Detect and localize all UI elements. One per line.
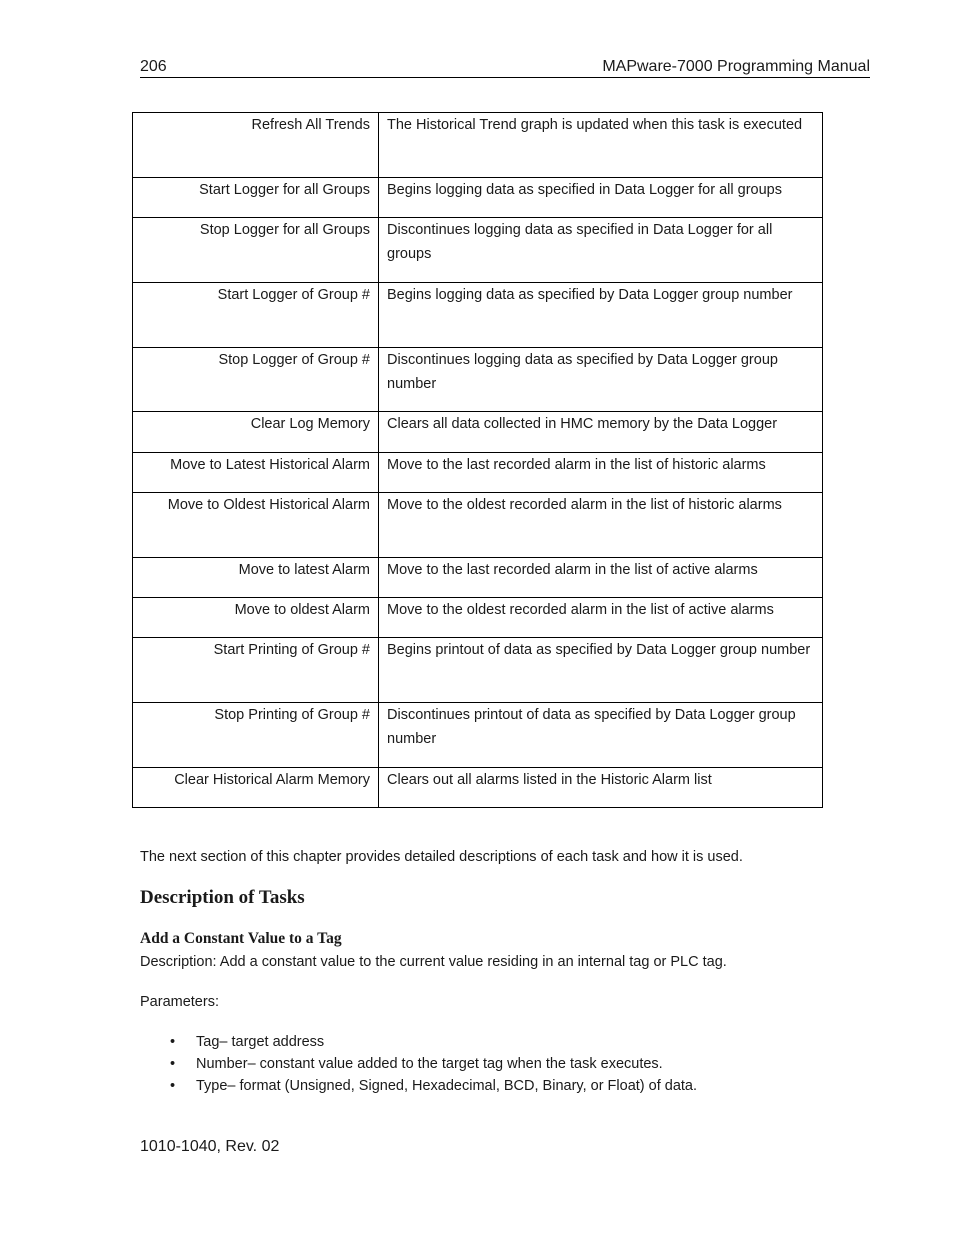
param-text: Tag– target address bbox=[196, 1034, 325, 1050]
list-item bbox=[140, 1053, 697, 1075]
param-text: Type– format (Unsigned, Signed, Hexadecimal, BCD, Binary, or Float) of data. bbox=[196, 1078, 698, 1094]
page-number: 206 bbox=[140, 58, 167, 75]
table-row bbox=[133, 557, 823, 597]
task-description-cell: Clears out all alarms listed in the Historic Alarm list bbox=[379, 767, 823, 807]
table-row bbox=[133, 177, 823, 217]
parameters-list bbox=[140, 1031, 697, 1097]
task-description-cell: Discontinues logging data as specified in Data Logger for all groups bbox=[379, 217, 823, 282]
task-description-cell: Begins logging data as specified by Data Logger group number bbox=[379, 282, 823, 347]
task-description-cell: Discontinues logging data as specified by Data Logger group number bbox=[379, 347, 823, 412]
task-name-cell: Start Logger for all Groups bbox=[133, 177, 379, 217]
task-description-cell: Move to the oldest recorded alarm in the list of active alarms bbox=[379, 597, 823, 637]
table-row bbox=[133, 282, 823, 347]
list-item bbox=[140, 1075, 697, 1097]
bullet-icon: • bbox=[170, 1034, 176, 1050]
task-name-cell: Stop Logger of Group # bbox=[133, 347, 379, 412]
task-name-cell: Clear Historical Alarm Memory bbox=[133, 767, 379, 807]
task-name-cell: Stop Printing of Group # bbox=[133, 702, 379, 767]
task-name-cell: Move to Latest Historical Alarm bbox=[133, 452, 379, 492]
table-row bbox=[133, 113, 823, 178]
task-description-cell: Move to the last recorded alarm in the list of historic alarms bbox=[379, 452, 823, 492]
task-name-cell: Move to oldest Alarm bbox=[133, 597, 379, 637]
task-description-cell: Begins printout of data as specified by Data Logger group number bbox=[379, 637, 823, 702]
task-description-cell: The Historical Trend graph is updated when this task is executed bbox=[379, 113, 823, 178]
task-name-cell: Stop Logger for all Groups bbox=[133, 217, 379, 282]
section-title: Description of Tasks bbox=[140, 887, 305, 908]
task-name-cell: Move to latest Alarm bbox=[133, 557, 379, 597]
bullet-icon: • bbox=[170, 1078, 176, 1094]
doc-number: 1010-1040, Rev. 02 bbox=[140, 1138, 280, 1155]
tasks-table bbox=[132, 112, 823, 808]
table-row bbox=[133, 767, 823, 807]
task-description-cell: Move to the last recorded alarm in the list of active alarms bbox=[379, 557, 823, 597]
sub-title: Add a Constant Value to a Tag bbox=[140, 930, 342, 947]
table-row bbox=[133, 492, 823, 557]
task-name-cell: Start Logger of Group # bbox=[133, 282, 379, 347]
page-header bbox=[140, 57, 870, 78]
manual-title: MAPware-7000 Programming Manual bbox=[602, 58, 870, 75]
list-item bbox=[140, 1031, 697, 1053]
task-name-cell: Refresh All Trends bbox=[133, 113, 379, 178]
task-description-cell: Move to the oldest recorded alarm in the list of historic alarms bbox=[379, 492, 823, 557]
table-row bbox=[133, 702, 823, 767]
bullet-icon: • bbox=[170, 1056, 176, 1072]
table-row bbox=[133, 637, 823, 702]
task-name-cell: Clear Log Memory bbox=[133, 412, 379, 452]
table-row bbox=[133, 597, 823, 637]
task-description: Description: Add a constant value to the current value residing in an internal tag or PLC tag. bbox=[140, 954, 727, 970]
table-row bbox=[133, 347, 823, 412]
task-description-cell: Clears all data collected in HMC memory by the Data Logger bbox=[379, 412, 823, 452]
table-row bbox=[133, 412, 823, 452]
parameters-label: Parameters: bbox=[140, 994, 219, 1010]
intro-paragraph: The next section of this chapter provides detailed descriptions of each task and how it is used. bbox=[140, 849, 743, 865]
task-name-cell: Start Printing of Group # bbox=[133, 637, 379, 702]
task-description-cell: Begins logging data as specified in Data Logger for all groups bbox=[379, 177, 823, 217]
param-text: Number– constant value added to the target tag when the task executes. bbox=[196, 1056, 663, 1072]
table-row bbox=[133, 452, 823, 492]
task-name-cell: Move to Oldest Historical Alarm bbox=[133, 492, 379, 557]
table-row bbox=[133, 217, 823, 282]
task-description-cell: Discontinues printout of data as specified by Data Logger group number bbox=[379, 702, 823, 767]
